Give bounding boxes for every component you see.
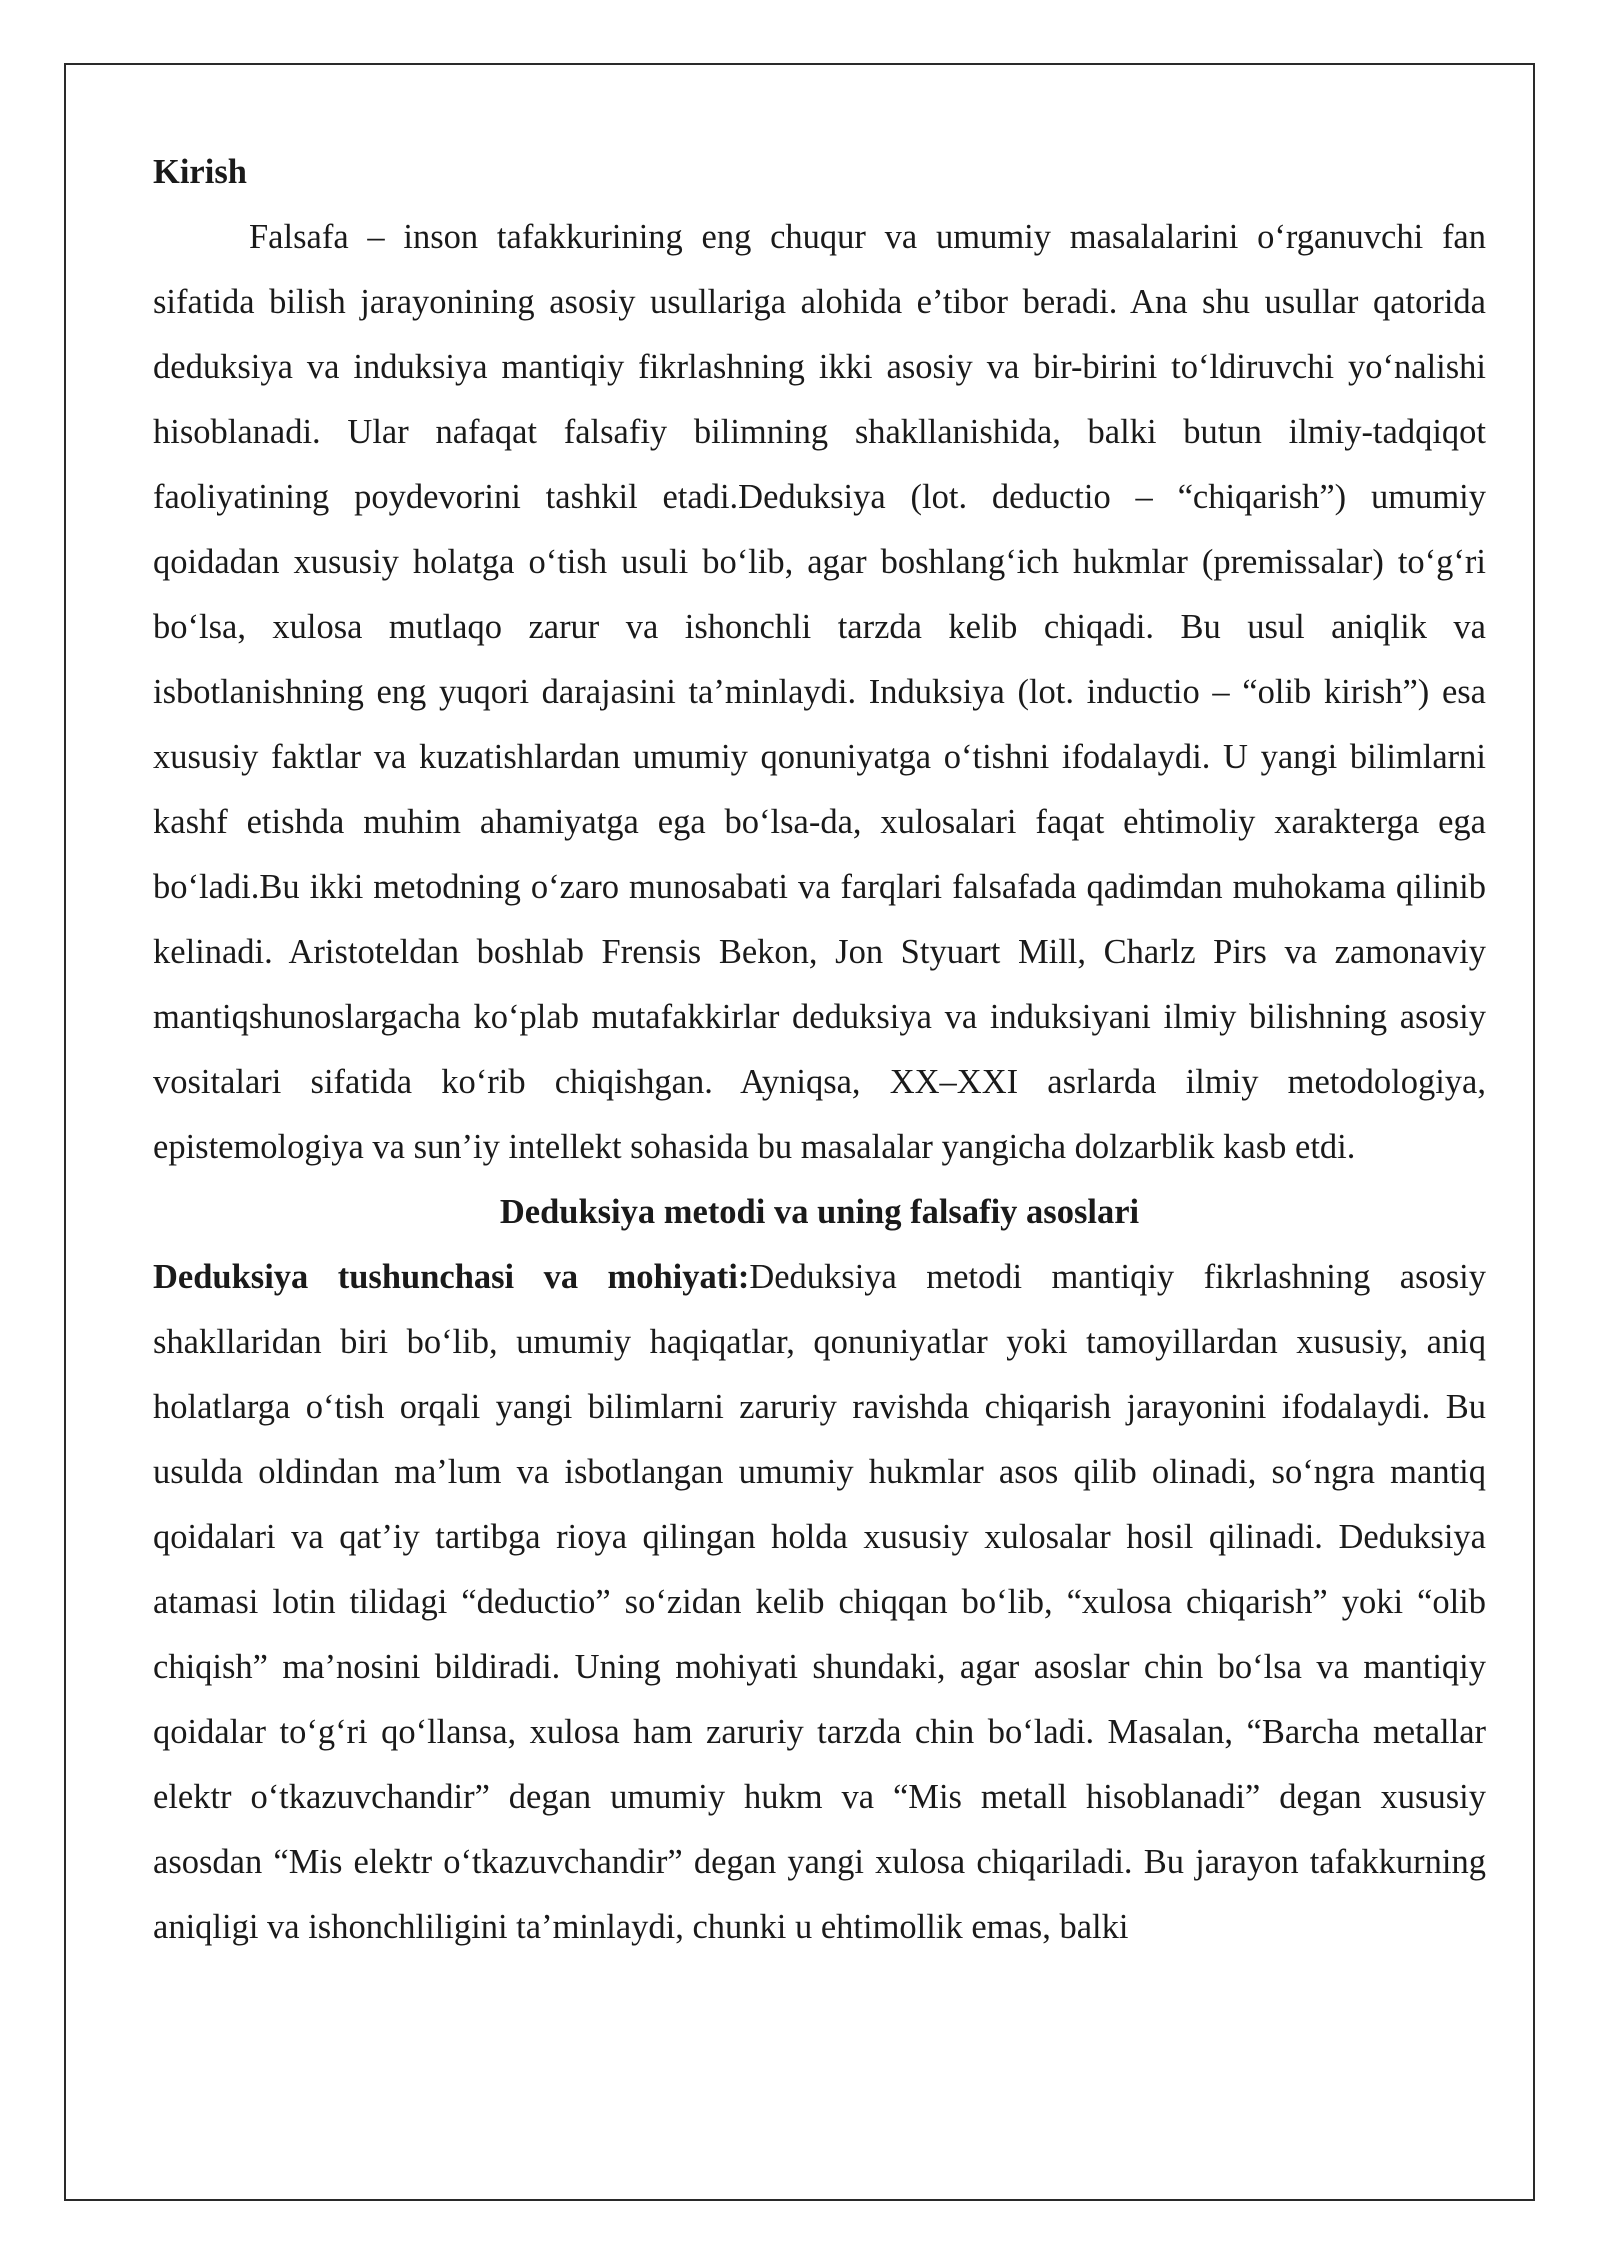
document-body <box>153 140 1486 1960</box>
section-paragraph-text: Deduksiya metodi mantiqiy fikrlashning asosiy shakllaridan biri bo‘lib, umumiy haqiqatlar, qonuniyatlar yoki tamoyillardan xususiy, aniq holatlarga o‘tish orqali yangi bilimlarni zaruriy ravishda chiqarish jarayonini ifodalaydi. Bu usulda oldindan ma’lum va isbotlangan umumiy hukmlar asos qilib olinadi, so‘ngra mantiq qoidalari va qat’iy tartibga rioya qilingan holda xususiy xulosalar hosil qilinadi. Deduksiya atamasi lotin tilidagi “deductio” so‘zidan kelib chiqqan bo‘lib, “xulosa chiqarish” yoki “olib chiqish” ma’nosini bildiradi. Uning mohiyati shundaki, agar asoslar chin bo‘lsa va mantiqiy qoidalar to‘g‘ri qo‘llansa, xulosa ham zaruriy tarzda chin bo‘ladi. Masalan, “Barcha metallar elektr o‘tkazuvchandir” degan umumiy hukm va “Mis metall hisoblanadi” degan xususiy asosdan “Mis elektr o‘tkazuvchandir” degan yangi xulosa chiqariladi. Bu jarayon tafakkurning aniqligi va ishonchliligini ta’minlaydi, chunki u ehtimollik emas, balki <box>153 1258 1486 1946</box>
intro-heading: Kirish <box>153 153 247 191</box>
section-heading: Deduksiya metodi va uning falsafiy asoslari <box>499 1193 1140 1231</box>
intro-paragraph: Falsafa – inson tafakkurining eng chuqur va umumiy masalalarini o‘rganuvchi fan sifatida bilish jarayonining asosiy usullariga alohida e’tibor beradi. Ana shu usullar qatorida deduksiya va induksiya mantiqiy fikrlashning ikki asosiy va bir-birini to‘ldiruvchi yo‘nalishi hisoblanadi. Ular nafaqat falsafiy bilimning shakllanishida, balki butun ilmiy-tadqiqot faoliyatining poydevorini tashkil etadi.Deduksiya (lot. deductio – “chiqarish”) umumiy qoidadan xususiy holatga o‘tish usuli bo‘lib, agar boshlang‘ich hukmlar (premissalar) to‘g‘ri bo‘lsa, xulosa mutlaqo zarur va ishonchli tarzda kelib chiqadi. Bu usul aniqlik va isbotlanishning eng yuqori darajasini ta’minlaydi. Induksiya (lot. inductio – “olib kirish”) esa xususiy faktlar va kuzatishlardan umumiy qonuniyatga o‘tishni ifodalaydi. U yangi bilimlarni kashf etishda muhim ahamiyatga ega bo‘lsa-da, xulosalari faqat ehtimoliy xarakterga ega bo‘ladi.Bu ikki metodning o‘zaro munosabati va farqlari falsafada qadimdan muhokama qilinib kelinadi. Aristoteldan boshlab Frensis Bekon, Jon Styuart Mill, Charlz Pirs va zamonaviy mantiqshunoslargacha ko‘plab mutafakkirlar deduksiya va induksiyani ilmiy bilishning asosiy vositalari sifatida ko‘rib chiqishgan. Ayniqsa, XX–XXI asrlarda ilmiy metodologiya, epistemologiya va sun’iy intellekt sohasida bu masalalar yangicha dolzarblik kasb etdi. <box>153 218 1486 1166</box>
section-paragraph <box>153 1245 1486 1960</box>
section-lead: Deduksiya tushunchasi va mohiyati: <box>153 1258 750 1296</box>
